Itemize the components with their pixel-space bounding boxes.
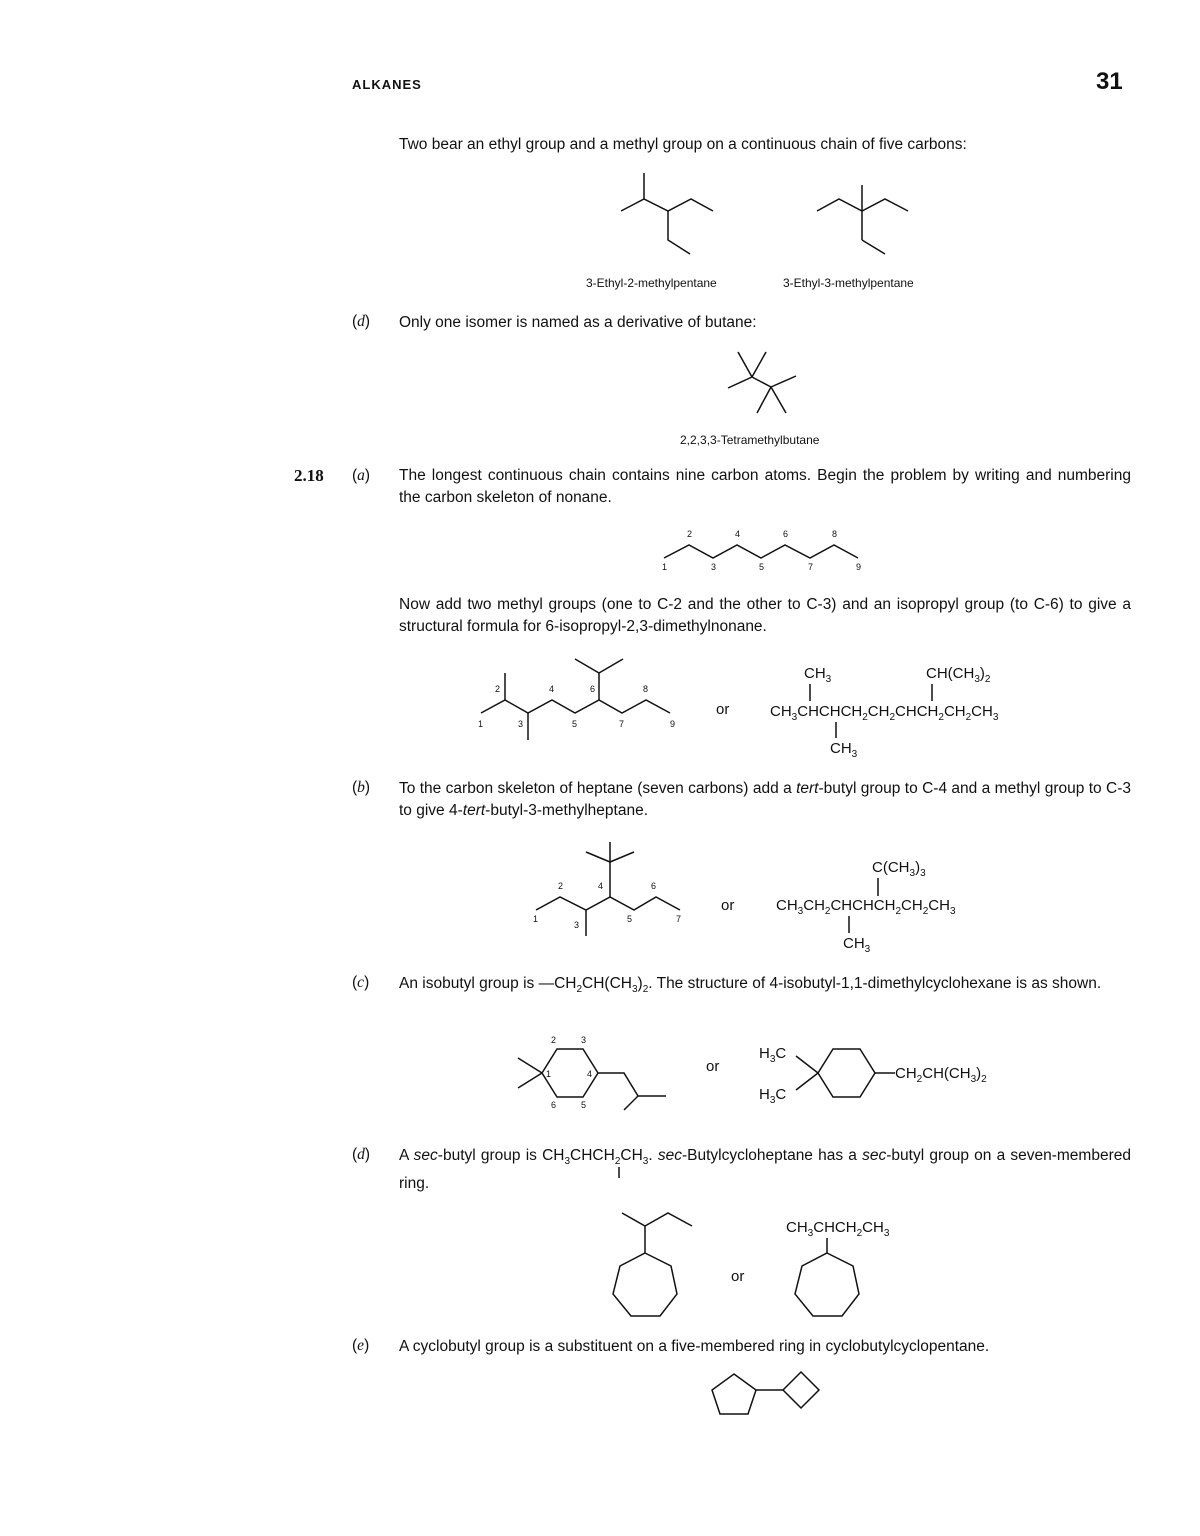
- svg-text:CH(CH3)2: $CH(CH_3)_2$: [926, 665, 991, 685]
- nonane-number: 5: [759, 562, 765, 572]
- part-d-text: A sec-butyl group is $CH_3CHCH_2CH_3$. sec-Butylcycloheptane has a sec-butyl group on a seven-membered ring.: [399, 1147, 1131, 1193]
- skeletal-tetramethylbutane: [728, 352, 796, 413]
- nonane-number: 3: [711, 562, 717, 572]
- heptane-number: 3: [574, 920, 580, 930]
- condensed-6-isopropyl-2-3-dimethylnonane: [770, 665, 999, 760]
- svg-text:CH3: $CH_3$: [830, 740, 858, 760]
- nonane-number: 6: [590, 684, 596, 694]
- heptane-number: 1: [533, 914, 539, 924]
- skeletal-3-ethyl-2-methylpentane: [621, 173, 713, 254]
- caption-3-ethyl-2-methylpentane: 3-Ethyl-2-methylpentane: [586, 276, 717, 290]
- nonane-number: 8: [643, 684, 649, 694]
- ring-number: 6: [551, 1100, 557, 1110]
- skeletal-6-isopropyl-2-3-dimethylnonane: [478, 659, 675, 740]
- nonane-number: 5: [572, 719, 578, 729]
- part-label-a: (a): [352, 467, 371, 484]
- ring-number: 5: [581, 1100, 587, 1110]
- nonane-number: 9: [856, 562, 862, 572]
- nonane-number: 6: [783, 529, 789, 539]
- nonane-number: 2: [495, 684, 501, 694]
- or-word: or: [716, 701, 730, 718]
- condensed-4-tert-butyl-3-methylheptane: [776, 859, 956, 955]
- svg-text:CH3CHCHCH2CH2CHCH2CH2CH3: $CH_3CHCHCH_2CH_2CHCH_2CH_2CH_3$: [770, 703, 999, 723]
- skeletal-sec-butylcycloheptane: [613, 1213, 692, 1316]
- nonane-number: 4: [735, 529, 741, 539]
- svg-text:C(CH3)3: $C(CH_3)_3$: [872, 859, 926, 879]
- skeletal-4-isobutyl-1-1-dimethylcyclohexane: [518, 1035, 666, 1110]
- page-number: 31: [1096, 68, 1123, 95]
- caption-3-ethyl-3-methylpentane: 3-Ethyl-3-methylpentane: [783, 276, 914, 290]
- part-d-prev-text: Only one isomer is named as a derivative of butane:: [399, 314, 757, 331]
- heptane-number: 6: [651, 881, 657, 891]
- part-c-text: An isobutyl group is $—CH_2CH(CH_3)_2$. The structure of 4-isobutyl-1,1-dimethylcyclohexane is as shown.: [399, 975, 1102, 996]
- heptane-number: 5: [627, 914, 633, 924]
- or-word: or: [731, 1268, 745, 1285]
- part-a-text-1: The longest continuous chain contains nine carbon atoms. Begin the problem by writing and numbering the carbon skeleton of nonane.: [399, 467, 1131, 506]
- part-label-b: (b): [352, 779, 371, 796]
- nonane-number: 1: [478, 719, 484, 729]
- skeletal-cyclobutylcyclopentane: [712, 1372, 819, 1414]
- svg-text:CH3CH2CHCHCH2CH2CH3: $CH_3CH_2CHCHCH_2CH_2CH_3$: [776, 897, 956, 917]
- heptane-number: 7: [676, 914, 682, 924]
- nonane-number: 7: [808, 562, 814, 572]
- caption-tetramethylbutane: 2,2,3,3-Tetramethylbutane: [680, 433, 820, 447]
- part-label-e: (e): [352, 1337, 370, 1354]
- nonane-number: 3: [518, 719, 524, 729]
- ring-number: 4: [587, 1069, 593, 1079]
- svg-text:CH3CHCH2CH3: $CH_3CHCH_2CH_3$: [786, 1219, 890, 1239]
- svg-text:CH3: $CH_3$: [804, 665, 832, 685]
- svg-text:H3C: $H_3C$: [759, 1086, 787, 1106]
- condensed-4-isobutyl-1-1-dimethylcyclohexane: [759, 1045, 987, 1106]
- skeletal-3-ethyl-3-methylpentane: [817, 185, 908, 254]
- part-a-text-2: Now add two methyl groups (one to C-2 and the other to C-3) and an isopropyl group (to C-6) to give a structural formula for 6-isopropyl-2,3-dimethylnonane.: [399, 596, 1131, 635]
- svg-text:CH3: $CH_3$: [843, 935, 871, 955]
- intro-text: Two bear an ethyl group and a methyl group on a continuous chain of five carbons:: [399, 136, 967, 153]
- ring-number: 2: [551, 1035, 557, 1045]
- part-label-d: (d): [352, 1146, 371, 1163]
- part-label-c: (c): [352, 974, 370, 991]
- nonane-number: 4: [549, 684, 555, 694]
- nonane-number: 9: [670, 719, 676, 729]
- ring-number: 3: [581, 1035, 587, 1045]
- or-word: or: [706, 1058, 720, 1075]
- condensed-sec-butylcycloheptane: [786, 1219, 890, 1316]
- heptane-number: 2: [558, 881, 564, 891]
- svg-text:H3C: $H_3C$: [759, 1045, 787, 1065]
- part-label-d-prev: (d): [352, 313, 371, 330]
- nonane-number: 1: [662, 562, 668, 572]
- nonane-number: 8: [832, 529, 838, 539]
- heptane-number: 4: [598, 881, 604, 891]
- part-e-text: A cyclobutyl group is a substituent on a five-membered ring in cyclobutylcyclopentane.: [399, 1338, 990, 1355]
- part-b-text: To the carbon skeleton of heptane (seven carbons) add a tert-butyl group to C-4 and a methyl group to C-3 to give 4-tert-butyl-3-methylheptane.: [399, 780, 1131, 819]
- skeletal-nonane: [662, 529, 861, 572]
- svg-text:CH2CH(CH3)2: $CH_2CH(CH_3)_2$: [895, 1065, 987, 1085]
- ring-number: 1: [546, 1069, 552, 1079]
- running-header: ALKANES: [352, 77, 422, 92]
- nonane-number: 2: [687, 529, 693, 539]
- or-word: or: [721, 897, 735, 914]
- problem-number: 2.18: [294, 466, 324, 485]
- nonane-number: 7: [619, 719, 625, 729]
- skeletal-4-tert-butyl-3-methylheptane: [533, 842, 681, 936]
